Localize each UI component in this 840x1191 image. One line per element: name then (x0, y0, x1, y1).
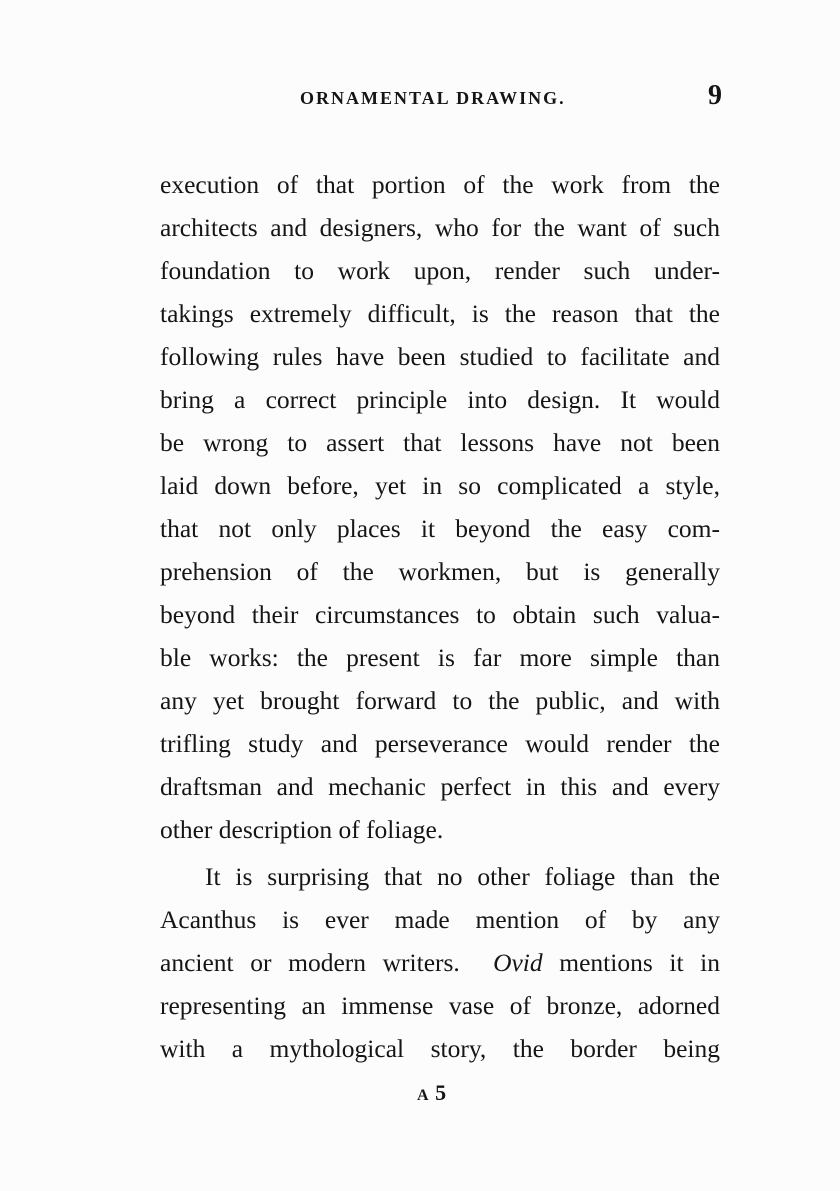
text-line: laid down before, yet in so complicated a style, (160, 471, 720, 500)
italic-name: Ovid (493, 948, 543, 977)
text-line: prehension of the workmen, but is generally (160, 557, 720, 586)
text-line: following rules have been studied to facilitate and (160, 342, 720, 371)
text-line: Acanthus is ever made mention of by any (160, 905, 720, 934)
text-line: It is surprising that no other foliage than the (205, 862, 720, 891)
text-line-with-italic (160, 948, 720, 978)
text-line: be wrong to assert that lessons have not been (160, 428, 720, 457)
page-number: 9 (708, 80, 722, 111)
signature-letter: A (417, 1087, 430, 1104)
running-header: ORNAMENTAL DRAWING. (300, 88, 566, 108)
text-line: architects and designers, who for the want of such (160, 213, 720, 242)
text-line: execution of that portion of the work from the (160, 170, 720, 199)
text-line: draftsman and mechanic perfect in this and every (160, 772, 720, 801)
signature-number: 5 (435, 1080, 447, 1105)
text-line: other description of foliage. (160, 815, 444, 844)
text-line: that not only places it beyond the easy com- (160, 514, 720, 543)
text-line: beyond their circumstances to obtain such valua- (160, 600, 720, 629)
text-line: representing an immense vase of bronze, adorned (160, 991, 720, 1020)
text-line: with a mythological story, the border being (160, 1034, 720, 1063)
text-line: foundation to work upon, render such under- (160, 256, 720, 285)
text-line: trifling study and perseverance would render the (160, 729, 720, 758)
text-line: any yet brought forward to the public, and with (160, 686, 720, 715)
text-line: ble works: the present is far more simple than (160, 643, 720, 672)
signature-mark (417, 1080, 446, 1106)
text-line: takings extremely difficult, is the reason that the (160, 299, 720, 328)
text-segment: mentions it in (559, 948, 721, 977)
text-line: bring a correct principle into design. It would (160, 385, 720, 414)
text-segment: ancient or modern writers. (160, 948, 460, 977)
